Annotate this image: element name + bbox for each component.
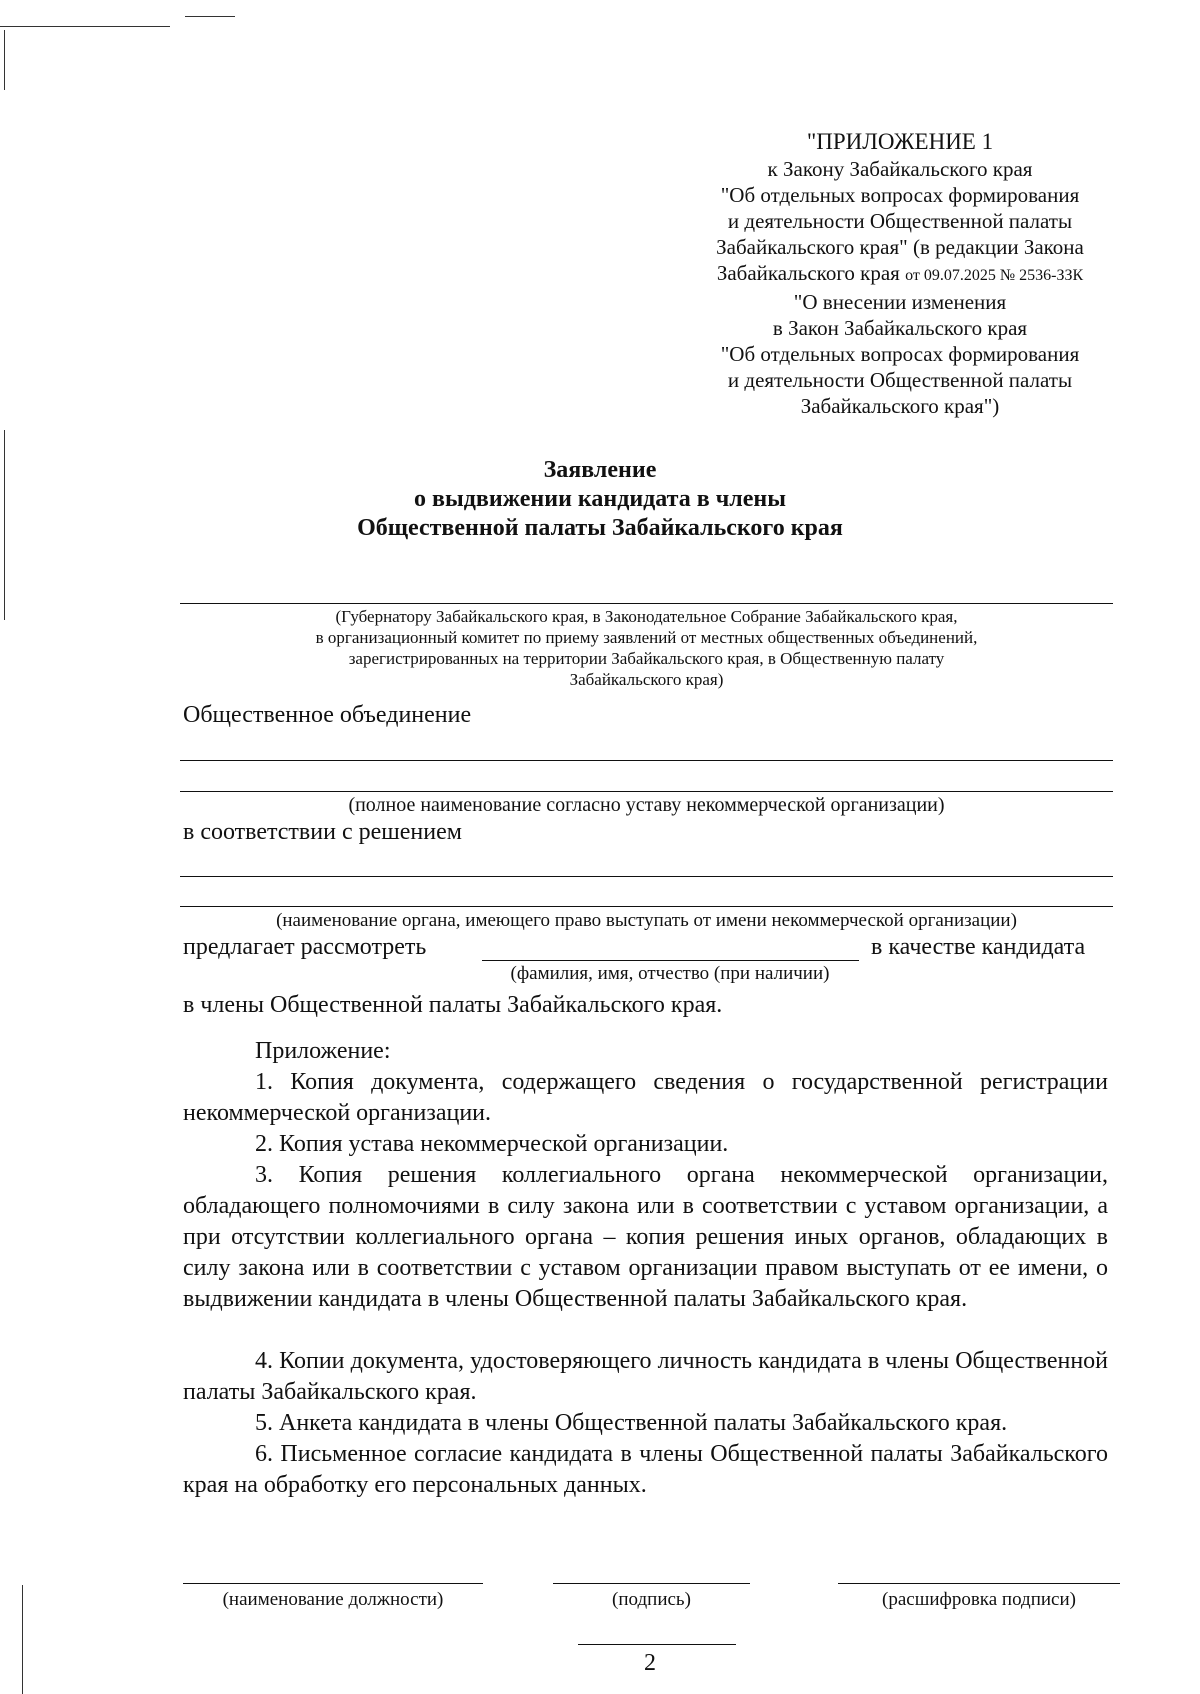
scan-mark-left-3 (22, 1585, 23, 1694)
header-line: Забайкальского края" (в редакции Закона (716, 235, 1084, 259)
candidate-label: в качестве кандидата (871, 934, 1086, 960)
attachment-item (183, 1129, 1108, 1160)
header-line-text: Забайкальского края (716, 261, 900, 285)
caption-line: (Губернатору Забайкальского края, в Законодательное Собрание Забайкальского края, (335, 607, 958, 626)
title-line: о выдвижении кандидата в члены (414, 486, 786, 512)
title-line: Заявление (543, 457, 657, 483)
attachments-heading: Приложение: (255, 1038, 391, 1064)
header-line: "Об отдельных вопросах формирования (720, 342, 1080, 366)
position-caption: (наименование должности) (222, 1589, 444, 1610)
attachment-text: 2. Копия устава некоммерческой организации. (255, 1131, 729, 1157)
attachment-item (183, 1408, 1108, 1439)
decode-caption: (расшифровка подписи) (882, 1589, 1076, 1610)
appendix-header (680, 128, 1120, 419)
header-line: и деятельности Общественной палаты (727, 209, 1073, 233)
document-title (300, 456, 900, 543)
caption-line: зарегистрированных на территории Забайкальского края, в Общественную палату (348, 649, 945, 668)
addressee-caption (180, 606, 1113, 690)
org-caption: (полное наименование согласно уставу некоммерческой организации) (348, 794, 945, 816)
attachment-item (183, 1067, 1108, 1129)
scan-mark-left-2 (4, 430, 5, 620)
attachment-item (183, 1346, 1108, 1408)
attachment-text: 5. Анкета кандидата в члены Общественной палаты Забайкальского края. (255, 1410, 1008, 1436)
header-line: к Закону Забайкальского края (767, 157, 1033, 181)
header-line (680, 260, 1120, 289)
closing-rule (578, 1644, 736, 1645)
signature-caption: (подпись) (612, 1589, 691, 1610)
propose-label: предлагает рассмотреть (183, 934, 427, 960)
scan-mark-top (0, 26, 170, 27)
position-line[interactable] (183, 1583, 483, 1584)
org-label: Общественное объединение (183, 702, 472, 728)
scan-mark-left (4, 30, 5, 90)
attachment-item (183, 1439, 1108, 1501)
attachment-text: 4. Копии документа, удостоверяющего личность кандидата в члены Общественной палаты Забайкальского края. (183, 1348, 1108, 1405)
attachment-text: 1. Копия документа, содержащего сведения о государственной регистрации некоммерческой организации. (183, 1069, 1108, 1126)
fio-caption: (фамилия, имя, отчество (при наличии) (510, 963, 830, 984)
decision-line-2[interactable] (180, 906, 1113, 907)
decode-line[interactable] (838, 1583, 1120, 1584)
attachment-text: 6. Письменное согласие кандидата в члены Общественной палаты Забайкальского края на обработку его персональных данных. (183, 1441, 1108, 1498)
body-caption: (наименование органа, имеющего право выступать от имени некоммерческой организации) (276, 910, 1017, 931)
signature-line[interactable] (553, 1583, 750, 1584)
attachment-text: 3. Копия решения коллегиального органа некоммерческой организации, обладающего полномочиями в силу закона или в соответствии с уставом организации, а при отсутствии коллегиального органа – копия решения иных органов, обладающих в силу закона или в соответствии с уставом организации правом выступать от ее имени, о выдвижении кандидата в члены Общественной палаты Забайкальского края. (183, 1162, 1108, 1312)
header-line: Забайкальского края") (800, 394, 1000, 418)
candidate-name-line[interactable] (482, 960, 859, 961)
attachment-item (183, 1160, 1108, 1315)
law-reference: от 09.07.2025 № 2536-ЗЗК (905, 267, 1084, 284)
membership-line: в члены Общественной палаты Забайкальского края. (183, 992, 723, 1018)
org-name-line-1[interactable] (180, 760, 1113, 761)
header-line: "О внесении изменения (793, 290, 1007, 314)
header-line: "Об отдельных вопросах формирования (720, 183, 1080, 207)
org-name-line-2[interactable] (180, 791, 1113, 792)
caption-line: Забайкальского края) (569, 670, 724, 689)
page-number: 2 (644, 1650, 656, 1676)
decision-label: в соответствии с решением (183, 819, 462, 845)
title-line: Общественной палаты Забайкальского края (357, 515, 843, 541)
addressee-blank-line[interactable] (180, 603, 1113, 604)
scan-mark-top-dash (185, 16, 235, 17)
caption-line: в организационный комитет по приему заявлений от местных общественных объединений, (315, 628, 978, 647)
header-line: и деятельности Общественной палаты (727, 368, 1073, 392)
header-line: в Закон Забайкальского края (772, 316, 1028, 340)
decision-line-1[interactable] (180, 876, 1113, 877)
header-line: "ПРИЛОЖЕНИЕ 1 (806, 129, 994, 154)
